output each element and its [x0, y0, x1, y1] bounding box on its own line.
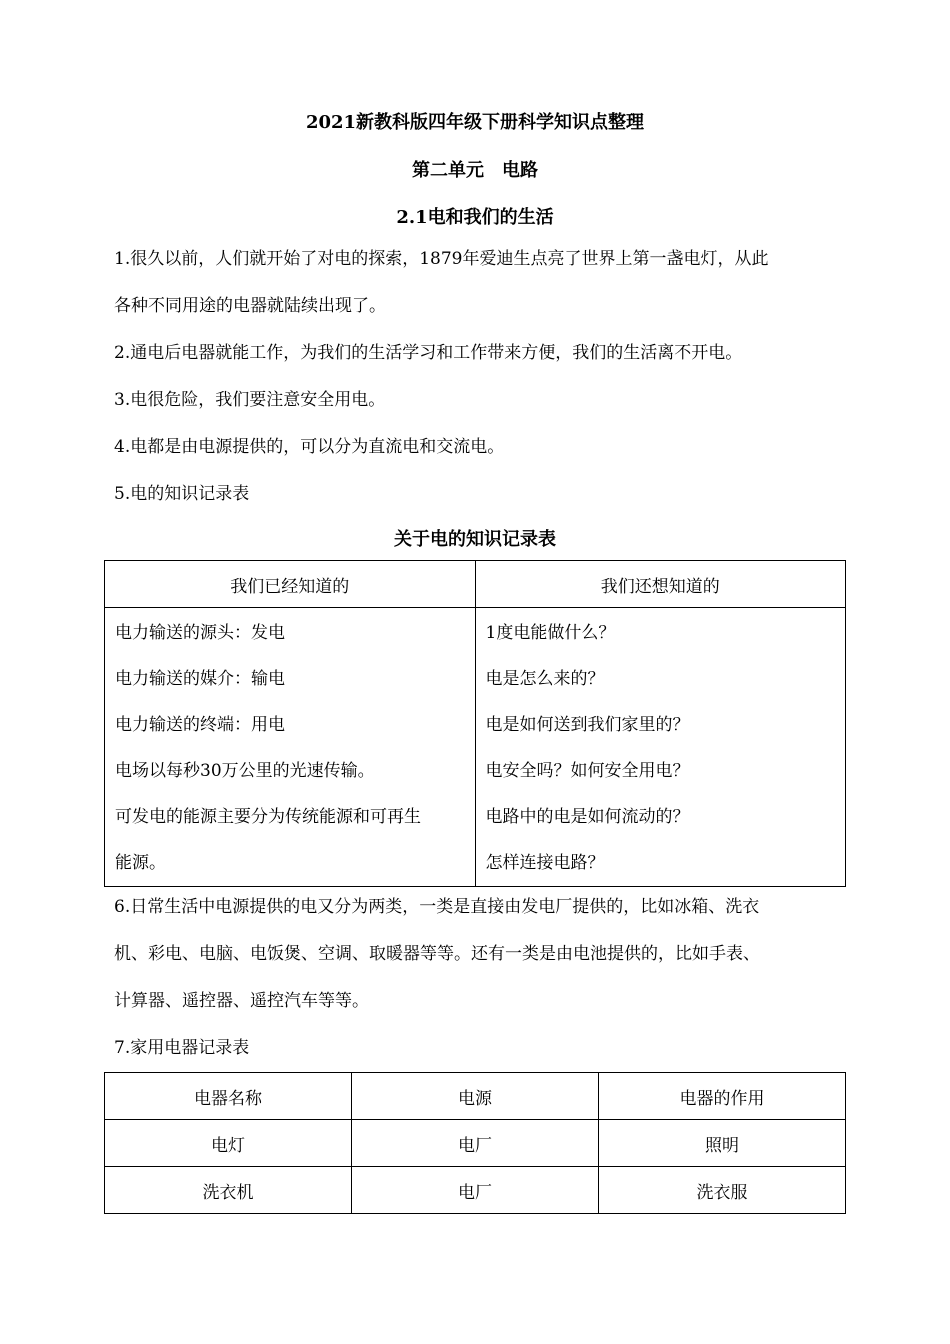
paragraph-line: 1.很久以前，人们就开始了对电的探索，1879年爱迪生点亮了世界上第一盏电灯，从此 [114, 249, 769, 269]
cell-line: 怎样连接电路？ [485, 853, 605, 873]
table-cell: 电厂 [352, 1120, 599, 1167]
cell-line: 可发电的能源主要分为传统能源和可再生 [115, 807, 421, 827]
table-header-row [105, 1073, 846, 1120]
cell-line: 电力输送的源头：发电 [115, 623, 285, 643]
table-header-cell: 我们还想知道的 [475, 561, 846, 608]
paragraph-line: 2.通电后电器就能工作，为我们的生活学习和工作带来方便，我们的生活离不开电。 [114, 343, 743, 363]
paragraph-block-a [114, 236, 854, 518]
table1-caption: 关于电的知识记录表 [394, 529, 556, 550]
paragraph-line: 4.电都是由电源提供的，可以分为直流电和交流电。 [114, 437, 505, 457]
cell-line: 电路中的电是如何流动的？ [485, 807, 690, 827]
cell-line: 能源。 [115, 853, 166, 873]
cell-line: 电力输送的媒介：输电 [115, 669, 285, 689]
table-header-cell: 电器的作用 [599, 1073, 846, 1120]
electricity-knowledge-table [104, 560, 846, 887]
paragraph-line: 6.日常生活中电源提供的电又分为两类，一类是直接由发电厂提供的，比如冰箱、洗衣 [114, 897, 760, 917]
table-cell: 洗衣服 [599, 1167, 846, 1214]
cell-line: 电安全吗？如何安全用电？ [485, 761, 690, 781]
cell-line: 1度电能做什么？ [485, 623, 616, 643]
paragraph-line: 计算器、遥控器、遥控汽车等等。 [114, 991, 369, 1011]
paragraph-line: 3.电很危险，我们要注意安全用电。 [114, 390, 386, 410]
cell-line: 电是如何送到我们家里的？ [485, 715, 690, 735]
table-cell: 电厂 [352, 1167, 599, 1214]
unit-title: 第二单元 电路 [412, 160, 538, 181]
cell-line: 电是怎么来的？ [485, 669, 605, 689]
cell-line: 电力输送的终端：用电 [115, 715, 285, 735]
lesson-title: 2.1电和我们的生活 [396, 207, 554, 228]
paragraph-line: 5.电的知识记录表 [114, 484, 250, 504]
table-cell: 洗衣机 [105, 1167, 352, 1214]
appliance-record-table [104, 1072, 846, 1214]
document-title: 2021新教科版四年级下册科学知识点整理 [305, 112, 645, 133]
table-row [105, 608, 846, 887]
paragraph-block-b [114, 884, 854, 1072]
paragraph-line: 机、彩电、电脑、电饭煲、空调、取暖器等等。还有一类是由电池提供的，比如手表、 [114, 944, 760, 964]
table-header-row [105, 561, 846, 608]
table-header-cell: 电源 [352, 1073, 599, 1120]
table-header-cell: 电器名称 [105, 1073, 352, 1120]
table-cell: 照明 [599, 1120, 846, 1167]
known-facts-cell [105, 608, 476, 887]
table-cell: 电灯 [105, 1120, 352, 1167]
table-row [105, 1120, 846, 1167]
paragraph-line: 各种不同用途的电器就陆续出现了。 [114, 296, 386, 316]
questions-cell [475, 608, 846, 887]
table-header-cell: 我们已经知道的 [105, 561, 476, 608]
cell-line: 电场以每秒30万公里的光速传输。 [115, 761, 375, 781]
table-row [105, 1167, 846, 1214]
paragraph-line: 7.家用电器记录表 [114, 1038, 250, 1058]
